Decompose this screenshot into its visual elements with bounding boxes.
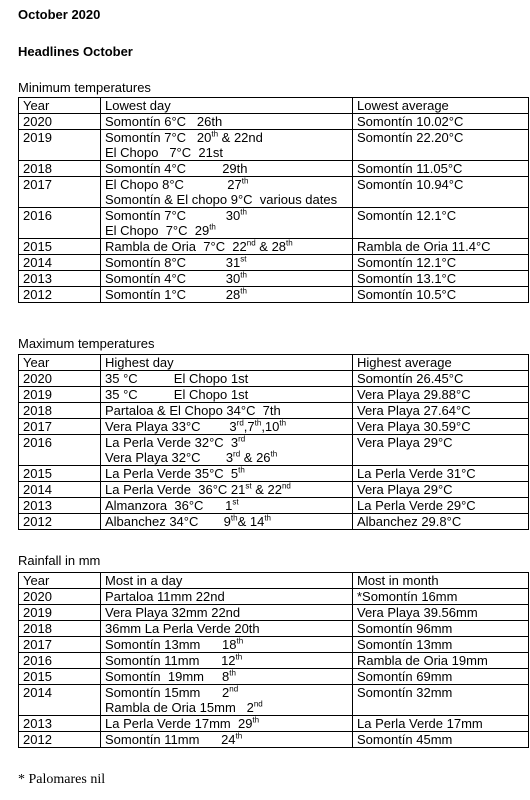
column-header: Year — [19, 355, 101, 371]
year-cell: 2012 — [19, 514, 101, 530]
day-record-cell: Somontín 15mm 2nd Rambla de Oria 15mm 2nd — [101, 685, 353, 716]
average-cell: Somontín 32mm — [353, 685, 529, 716]
table-row — [19, 514, 529, 530]
day-record-cell: La Perla Verde 17mm 29th — [101, 716, 353, 732]
day-record-cell: Almanzora 36°C 1st — [101, 498, 353, 514]
day-record-cell: Albanchez 34°C 9th& 14th — [101, 514, 353, 530]
year-cell: 2017 — [19, 177, 101, 208]
column-header: Most in a day — [101, 573, 353, 589]
column-header: Most in month — [353, 573, 529, 589]
day-record-cell: Partaloa & El Chopo 34°C 7th — [101, 403, 353, 419]
year-cell: 2017 — [19, 637, 101, 653]
year-cell: 2013 — [19, 271, 101, 287]
day-record-cell: Somontín 13mm 18th — [101, 637, 353, 653]
year-cell: 2013 — [19, 716, 101, 732]
table-row — [19, 130, 529, 161]
max-temperature-table — [18, 354, 529, 530]
day-record-cell: Somontín 1°C 28th — [101, 287, 353, 303]
day-record-cell: Somontín 7°C 20th & 22nd El Chopo 7°C 21st — [101, 130, 353, 161]
table-row — [19, 255, 529, 271]
average-cell: La Perla Verde 31°C — [353, 466, 529, 482]
year-cell: 2017 — [19, 419, 101, 435]
rainfall-table — [18, 572, 529, 748]
day-record-cell: 35 °C El Chopo 1st — [101, 371, 353, 387]
day-record-cell: Somontín 4°C 30th — [101, 271, 353, 287]
table-row — [19, 589, 529, 605]
day-record-cell: Vera Playa 32mm 22nd — [101, 605, 353, 621]
day-record-cell: El Chopo 8°C 27th Somontín & El chopo 9°C various dates — [101, 177, 353, 208]
min-temperature-table — [18, 97, 529, 303]
year-cell: 2015 — [19, 466, 101, 482]
section-heading-rain: Rainfall in mm — [18, 553, 101, 568]
section-heading-min: Minimum temperatures — [18, 80, 151, 95]
year-cell: 2014 — [19, 685, 101, 716]
day-record-cell: Somontín 7°C 30th El Chopo 7°C 29th — [101, 208, 353, 239]
year-cell: 2013 — [19, 498, 101, 514]
table-row — [19, 208, 529, 239]
average-cell: Rambla de Oria 11.4°C — [353, 239, 529, 255]
year-cell: 2019 — [19, 387, 101, 403]
year-cell: 2018 — [19, 403, 101, 419]
day-record-cell: Rambla de Oria 7°C 22nd & 28th — [101, 239, 353, 255]
table-row — [19, 466, 529, 482]
table-row — [19, 387, 529, 403]
day-record-cell: Somontín 11mm 24th — [101, 732, 353, 748]
table-row — [19, 482, 529, 498]
page-title: October 2020 — [18, 7, 101, 22]
day-record-cell: Somontín 4°C 29th — [101, 161, 353, 177]
average-cell: Rambla de Oria 19mm — [353, 653, 529, 669]
year-cell: 2020 — [19, 371, 101, 387]
table-row — [19, 605, 529, 621]
table-row — [19, 239, 529, 255]
day-record-cell: La Perla Verde 35°C 5th — [101, 466, 353, 482]
day-record-cell: Somontín 11mm 12th — [101, 653, 353, 669]
column-header: Highest day — [101, 355, 353, 371]
year-cell: 2014 — [19, 255, 101, 271]
column-header: Highest average — [353, 355, 529, 371]
table-row — [19, 498, 529, 514]
table-row — [19, 685, 529, 716]
day-record-cell: Partaloa 11mm 22nd — [101, 589, 353, 605]
average-cell: Vera Playa 39.56mm — [353, 605, 529, 621]
average-cell: Somontín 96mm — [353, 621, 529, 637]
day-record-cell: Vera Playa 33°C 3rd,7th,10th — [101, 419, 353, 435]
table-header-row — [19, 98, 529, 114]
table-header-row — [19, 355, 529, 371]
table-row — [19, 669, 529, 685]
year-cell: 2012 — [19, 732, 101, 748]
day-record-cell: 35 °C El Chopo 1st — [101, 387, 353, 403]
table-row — [19, 435, 529, 466]
year-cell: 2019 — [19, 130, 101, 161]
year-cell: 2020 — [19, 589, 101, 605]
table-row — [19, 403, 529, 419]
table-row — [19, 621, 529, 637]
year-cell: 2018 — [19, 161, 101, 177]
average-cell: Somontín 12.1°C — [353, 255, 529, 271]
day-record-cell: Somontín 6°C 26th — [101, 114, 353, 130]
year-cell: 2012 — [19, 287, 101, 303]
year-cell: 2016 — [19, 653, 101, 669]
footnote: * Palomares nil — [18, 772, 106, 787]
table-row — [19, 287, 529, 303]
average-cell: Somontín 26.45°C — [353, 371, 529, 387]
year-cell: 2014 — [19, 482, 101, 498]
section-heading-max: Maximum temperatures — [18, 336, 155, 351]
year-cell: 2015 — [19, 669, 101, 685]
average-cell: Somontín 10.02°C — [353, 114, 529, 130]
average-cell: *Somontín 16mm — [353, 589, 529, 605]
average-cell: Vera Playa 29°C — [353, 482, 529, 498]
year-cell: 2016 — [19, 208, 101, 239]
table-row — [19, 637, 529, 653]
table-row — [19, 653, 529, 669]
column-header: Year — [19, 98, 101, 114]
average-cell: Somontín 13mm — [353, 637, 529, 653]
table-row — [19, 114, 529, 130]
average-cell: Vera Playa 29.88°C — [353, 387, 529, 403]
year-cell: 2020 — [19, 114, 101, 130]
table-row — [19, 371, 529, 387]
year-cell: 2019 — [19, 605, 101, 621]
average-cell: Vera Playa 27.64°C — [353, 403, 529, 419]
table-header-row — [19, 573, 529, 589]
column-header: Lowest day — [101, 98, 353, 114]
year-cell: 2015 — [19, 239, 101, 255]
page-subtitle: Headlines October — [18, 44, 133, 59]
table-row — [19, 732, 529, 748]
year-cell: 2018 — [19, 621, 101, 637]
average-cell: Albanchez 29.8°C — [353, 514, 529, 530]
average-cell: Somontín 12.1°C — [353, 208, 529, 239]
average-cell: Vera Playa 30.59°C — [353, 419, 529, 435]
average-cell: La Perla Verde 17mm — [353, 716, 529, 732]
average-cell: Somontín 13.1°C — [353, 271, 529, 287]
average-cell: Somontín 10.94°C — [353, 177, 529, 208]
table-row — [19, 161, 529, 177]
day-record-cell: 36mm La Perla Verde 20th — [101, 621, 353, 637]
average-cell: Somontín 45mm — [353, 732, 529, 748]
table-row — [19, 271, 529, 287]
table-row — [19, 716, 529, 732]
average-cell: Somontín 22.20°C — [353, 130, 529, 161]
table-row — [19, 419, 529, 435]
day-record-cell: Somontín 8°C 31st — [101, 255, 353, 271]
average-cell: Somontín 69mm — [353, 669, 529, 685]
column-header: Lowest average — [353, 98, 529, 114]
average-cell: La Perla Verde 29°C — [353, 498, 529, 514]
year-cell: 2016 — [19, 435, 101, 466]
day-record-cell: Somontín 19mm 8th — [101, 669, 353, 685]
day-record-cell: La Perla Verde 32°C 3rd Vera Playa 32°C 3rd & 26th — [101, 435, 353, 466]
average-cell: Somontín 11.05°C — [353, 161, 529, 177]
table-row — [19, 177, 529, 208]
day-record-cell: La Perla Verde 36°C 21st & 22nd — [101, 482, 353, 498]
column-header: Year — [19, 573, 101, 589]
average-cell: Vera Playa 29°C — [353, 435, 529, 466]
average-cell: Somontín 10.5°C — [353, 287, 529, 303]
